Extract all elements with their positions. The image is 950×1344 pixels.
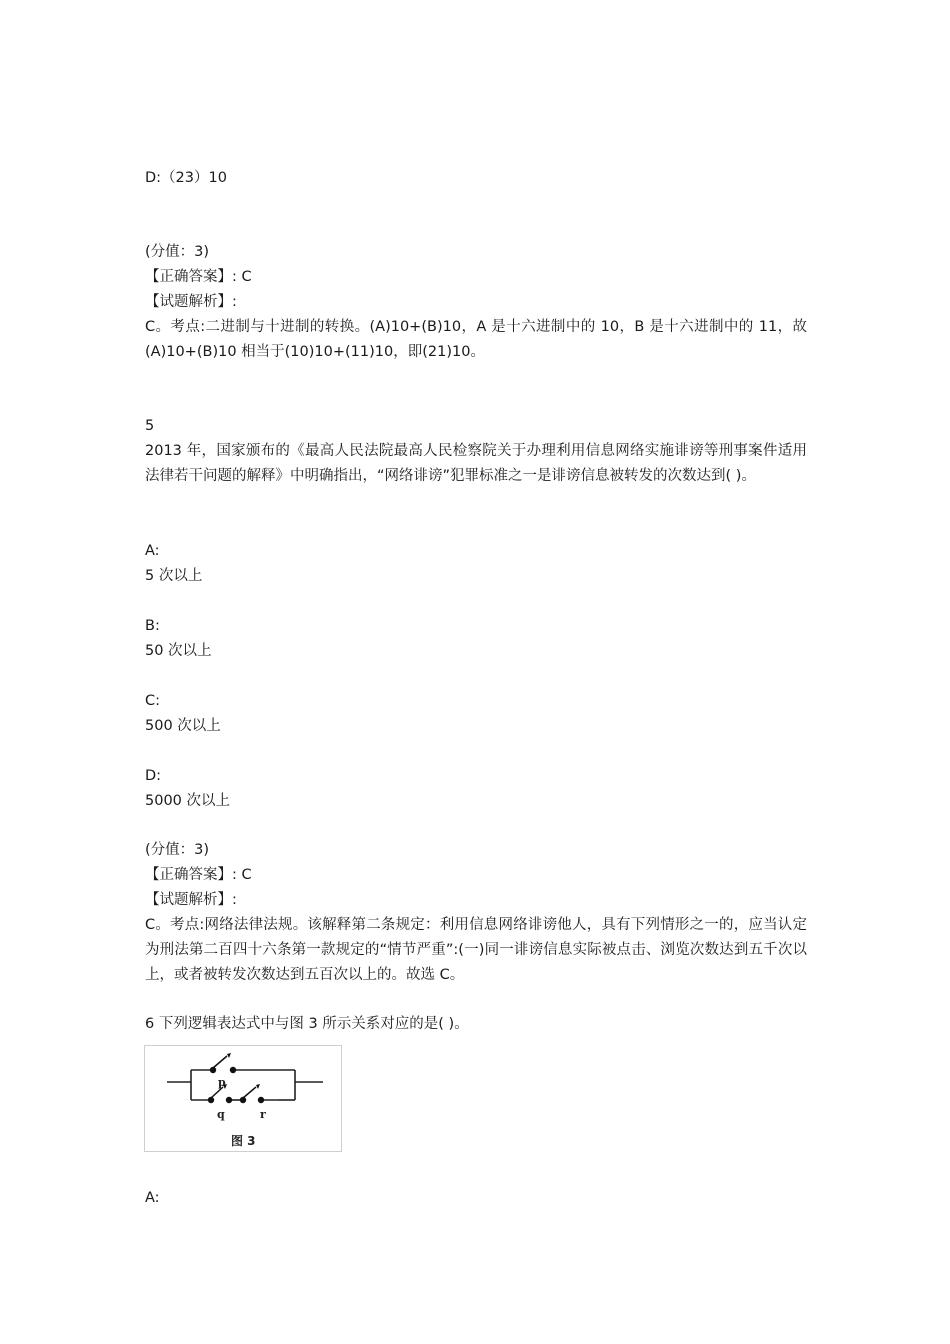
switch-r-icon	[240, 1084, 264, 1103]
q5-option-c-label: C:	[145, 693, 161, 709]
q5-analysis: C。考点:网络法律法规。该解释第二条规定：利用信息网络诽谤他人，具有下列情形之一的，应当认定为刑法第二百四十六条第一款规定的“情节严重”:(一)同一诽谤信息实际被点击、浏览次数达到五千次以上，或者被转发次数达到五百次以上的。故选 C。	[145, 917, 807, 983]
q4-option-d: D:（23）10	[145, 170, 227, 186]
circuit-figure	[144, 1045, 342, 1152]
q4-score: (分值：3)	[145, 244, 210, 260]
q5-number: 5	[145, 418, 155, 434]
switch-p-icon	[210, 1053, 236, 1073]
switch-r-label: r	[260, 1108, 266, 1121]
q5-option-d-label: D:	[145, 768, 162, 784]
q5-question: 2013 年，国家颁布的《最高人民法院最高人民检察院关于办理利用信息网络实施诽谤等刑事案件适用法律若干问题的解释》中明确指出，“网络诽谤”犯罪标准之一是诽谤信息被转发的次数达到( )。	[145, 443, 807, 484]
q5-option-c-text: 500 次以上	[145, 718, 221, 734]
q5-score: (分值：3)	[145, 842, 210, 858]
figure-caption: 图 3	[231, 1134, 256, 1148]
q5-option-a-label: A:	[145, 543, 160, 559]
q5-option-a-text: 5 次以上	[145, 568, 203, 584]
switch-p-label: p	[218, 1076, 226, 1089]
switch-q-label: q	[217, 1108, 225, 1121]
q5-option-d-text: 5000 次以上	[145, 793, 231, 809]
q6-option-a-label: A:	[145, 1190, 160, 1206]
circuit-diagram	[145, 1046, 341, 1151]
q6-question: 6 下列逻辑表达式中与图 3 所示关系对应的是( )。	[145, 1016, 469, 1032]
q5-answer: 【正确答案】: C	[145, 867, 252, 883]
q4-analysis: C。考点:二进制与十进制的转换。(A)10+(B)10，A 是十六进制中的 10，B 是十六进制中的 11，故(A)10+(B)10 相当于(10)10+(11)10，即(21)10。	[145, 319, 807, 360]
q5-analysis-label: 【试题解析】:	[145, 892, 237, 908]
q4-answer: 【正确答案】: C	[145, 269, 252, 285]
q5-option-b-label: B:	[145, 618, 160, 634]
q5-option-b-text: 50 次以上	[145, 643, 212, 659]
q4-analysis-label: 【试题解析】:	[145, 294, 237, 310]
